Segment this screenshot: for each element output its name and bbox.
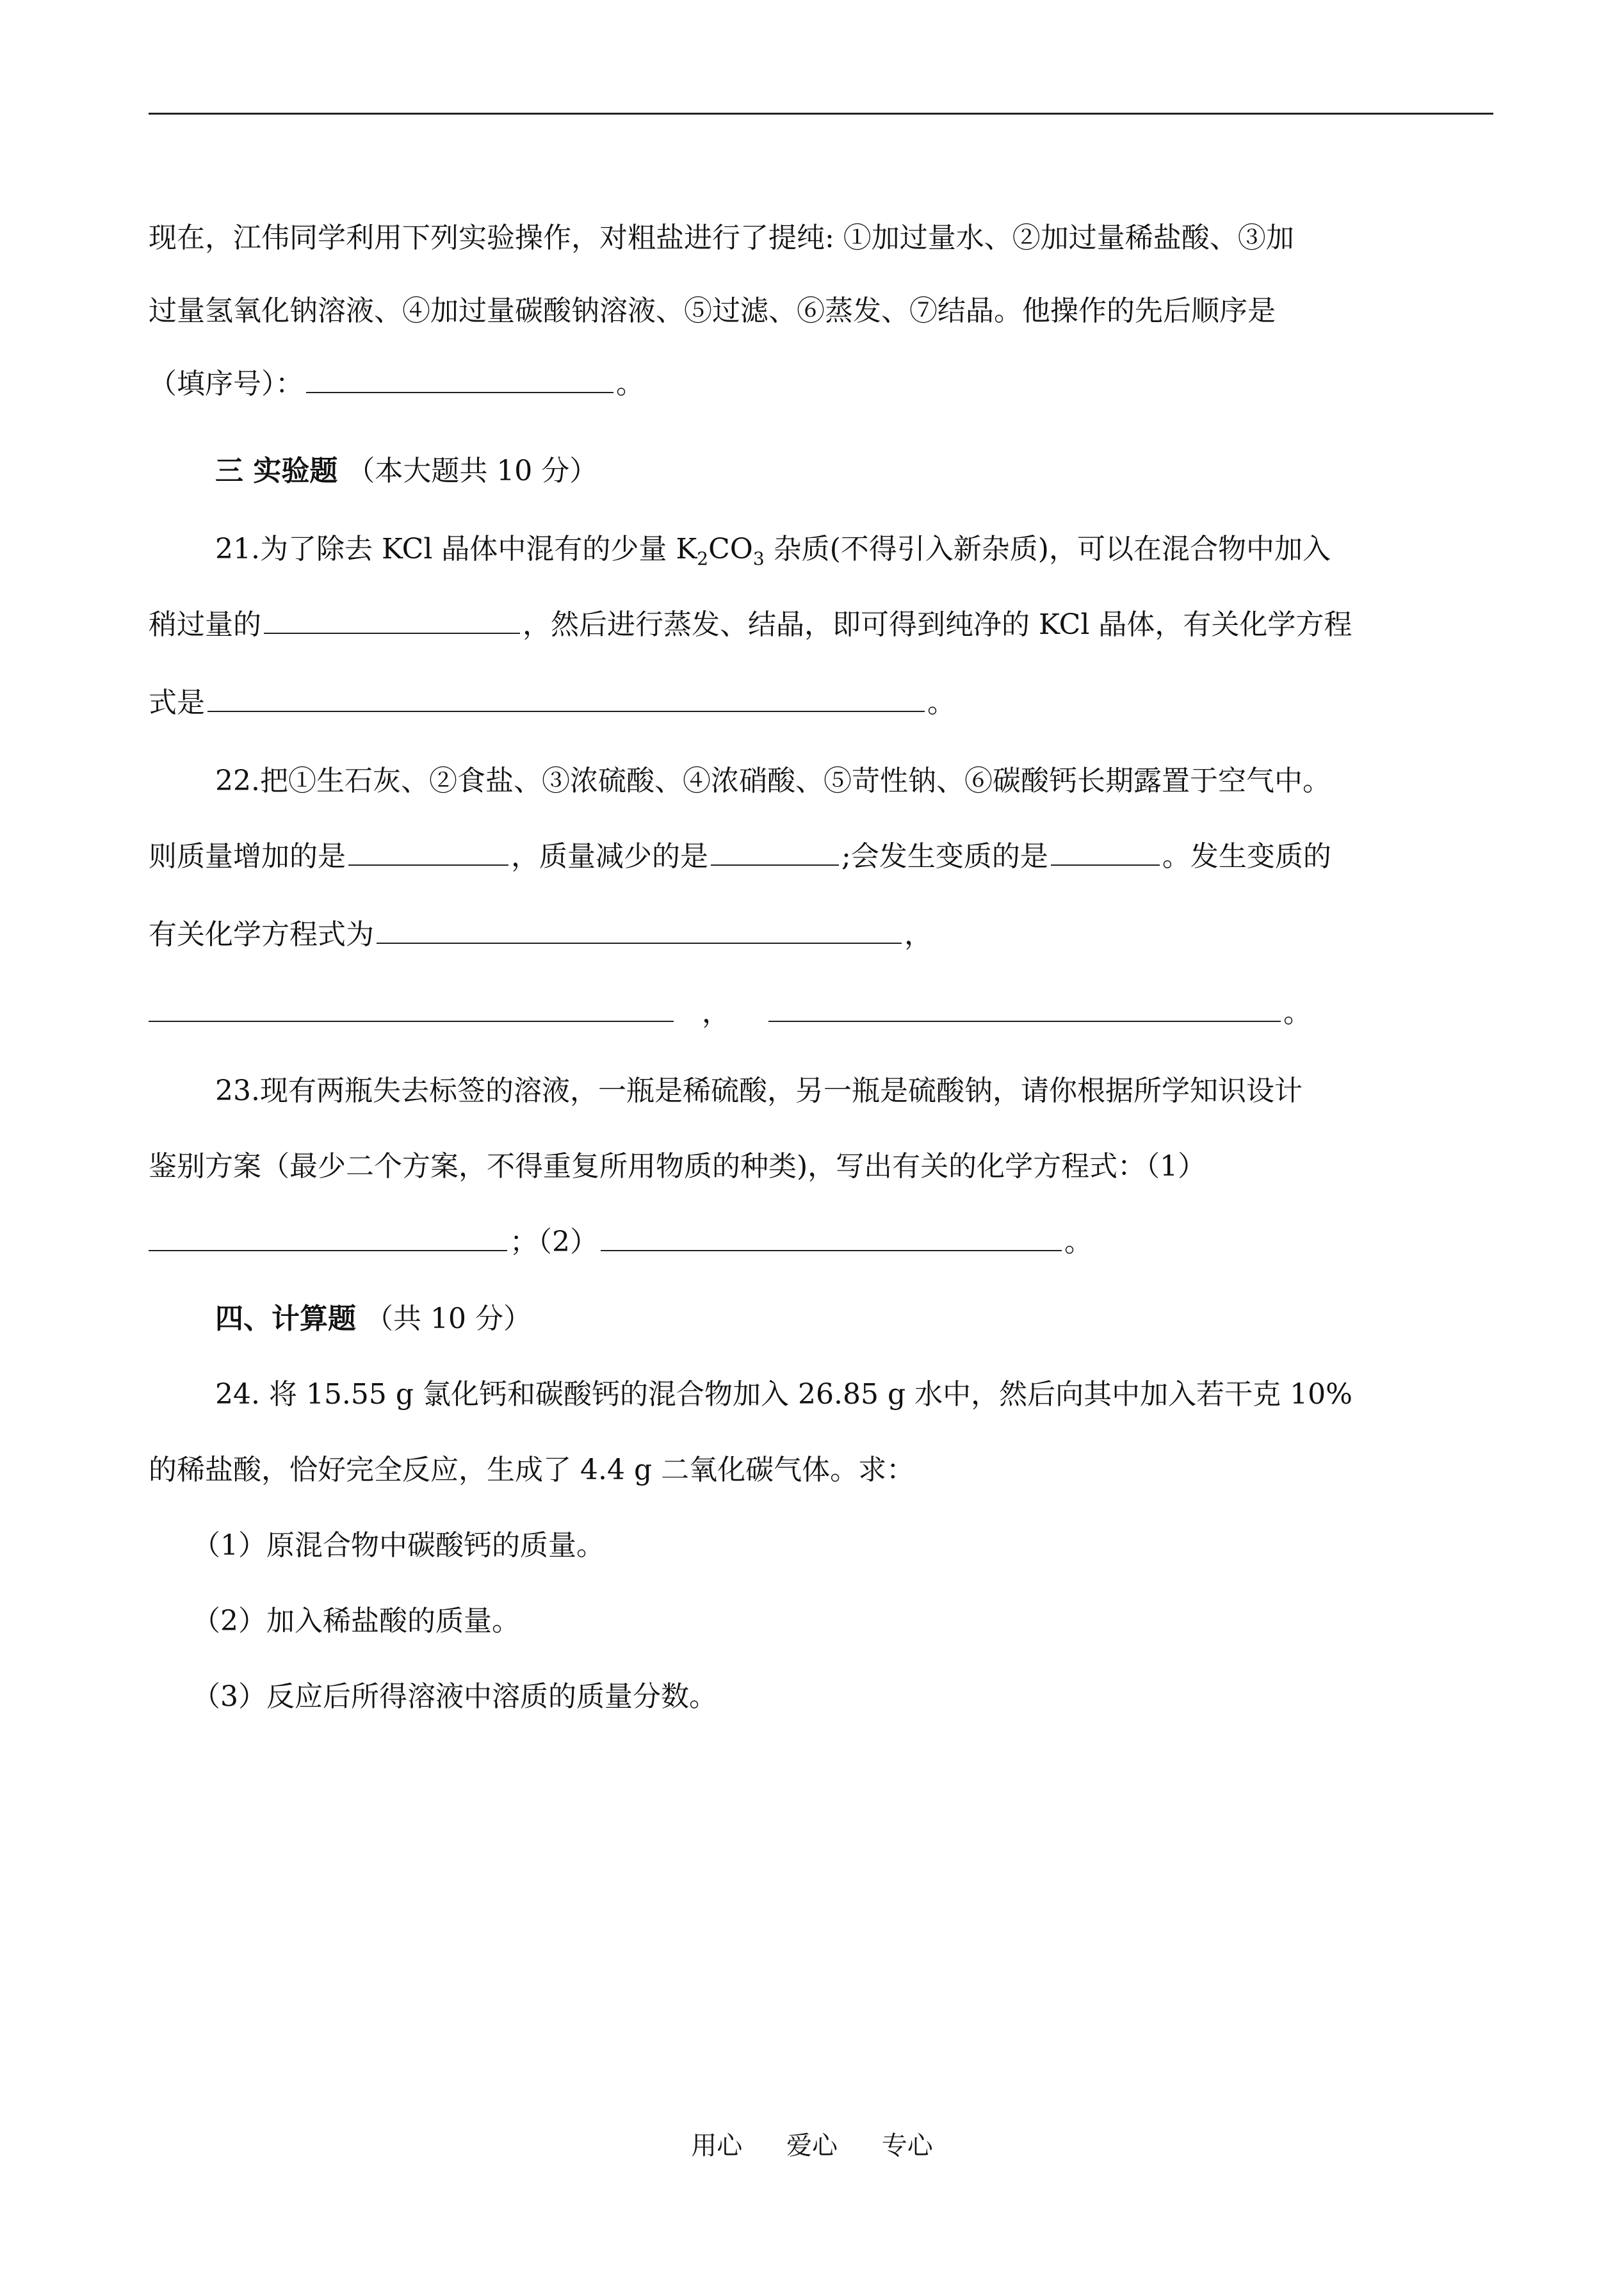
answer-blank[interactable] <box>711 830 839 866</box>
footer-item: 用心 <box>691 2131 743 2161</box>
q22-line-3-pre: 有关化学方程式为 <box>149 918 374 951</box>
answer-blank[interactable] <box>149 1215 507 1251</box>
q22-line-3 <box>149 908 1493 962</box>
q21-line-2 <box>149 598 1493 652</box>
q23-line-2: 鉴别方案（最少二个方案，不得重复所用物质的种类)，写出有关的化学方程式：（1） <box>149 1150 1206 1183</box>
q22-text-d: 。发生变质的 <box>1162 840 1331 873</box>
q22-line-4 <box>149 986 1493 1040</box>
answer-blank[interactable] <box>264 598 520 634</box>
q22-line-2 <box>149 830 1493 884</box>
q20-line-3-end: 。 <box>616 368 644 400</box>
header-rule <box>149 113 1493 115</box>
q22-line-1: 22.把①生石灰、②食盐、③浓硫酸、④浓硝酸、⑤苛性钠、⑥碳酸钙长期露置于空气中。 <box>215 765 1331 797</box>
q21-line-3-pre: 式是 <box>149 686 205 719</box>
q22-text-c: ;会发生变质的是 <box>841 840 1048 873</box>
q22-line-4-sep: ， <box>702 996 730 1029</box>
q22-line-4-end: 。 <box>1283 996 1311 1029</box>
q21-text-b: 杂质(不得引入新杂质)，可以在混合物中加入 <box>764 533 1331 565</box>
q20-line-2: 过量氢氧化钠溶液、④加过量碳酸钠溶液、⑤过滤、⑥蒸发、⑦结晶。他操作的先后顺序是 <box>149 295 1276 327</box>
q21-line-3 <box>149 676 1493 730</box>
q22-text-a: 则质量增加的是 <box>149 840 346 873</box>
answer-blank[interactable] <box>768 986 1281 1022</box>
q21-line-2-post: ，然后进行蒸发、结晶，即可得到纯净的 KCl 晶体，有关化学方程 <box>523 608 1352 641</box>
q22-text-b: ，质量减少的是 <box>511 840 708 873</box>
answer-blank[interactable] <box>348 830 508 866</box>
page-footer <box>0 2123 1624 2168</box>
q23-line-3-mid: ；（2） <box>510 1226 598 1258</box>
q23-line-1: 23.现有两瓶失去标签的溶液，一瓶是稀硫酸，另一瓶是硫酸钠，请你根据所学知识设计 <box>215 1075 1303 1107</box>
q23-line-3-end: 。 <box>1064 1226 1092 1258</box>
q22-line-3-post: ， <box>904 918 932 951</box>
q24-subquestion-2: （2）加入稀盐酸的质量。 <box>192 1605 520 1637</box>
q24-subquestion-3: （3）反应后所得溶液中溶质的质量分数。 <box>192 1680 717 1713</box>
q24-line-1: 24. 将 15.55 g 氯化钙和碳酸钙的混合物加入 26.85 g 水中，然后向其中加入若干克 10% <box>215 1378 1352 1411</box>
q24-subquestion-1: （1）原混合物中碳酸钙的质量。 <box>192 1529 605 1562</box>
answer-blank[interactable] <box>1051 830 1160 866</box>
q21-subscript-3: 3 <box>752 547 765 569</box>
answer-blank[interactable] <box>601 1215 1062 1251</box>
section-3-heading <box>215 444 1493 498</box>
section-4-title: 四、计算题 <box>215 1302 356 1335</box>
footer-item: 爱心 <box>786 2131 838 2161</box>
answer-blank[interactable] <box>377 908 902 944</box>
answer-blank[interactable] <box>306 357 613 393</box>
q21-line-1 <box>215 523 1493 576</box>
section-4-note: （共 10 分） <box>365 1302 532 1335</box>
q20-line-3-text: （填序号）： <box>149 368 304 400</box>
q24-line-2: 的稀盐酸，恰好完全反应，生成了 4.4 g 二氧化碳气体。求： <box>149 1454 915 1486</box>
q21-text-a: 21.为了除去 KCl 晶体中混有的少量 K <box>215 533 697 565</box>
section-4-heading <box>215 1292 1493 1346</box>
answer-blank[interactable] <box>149 986 674 1022</box>
q21-line-2-pre: 稍过量的 <box>149 608 261 641</box>
footer-item: 专心 <box>881 2131 933 2161</box>
q21-line-3-post: 。 <box>927 686 955 719</box>
q23-line-3 <box>149 1215 1493 1269</box>
section-3-title: 三 实验题 <box>215 455 338 487</box>
q21-text-co: CO <box>708 533 753 565</box>
q20-line-3 <box>149 357 1493 411</box>
answer-blank[interactable] <box>207 676 925 712</box>
q20-line-1: 现在，江伟同学利用下列实验操作，对粗盐进行了提纯: ①加过量水、②加过量稀盐酸、③加 <box>149 222 1294 254</box>
q21-subscript-2: 2 <box>697 547 709 569</box>
section-3-note: （本大题共 10 分） <box>346 455 598 487</box>
